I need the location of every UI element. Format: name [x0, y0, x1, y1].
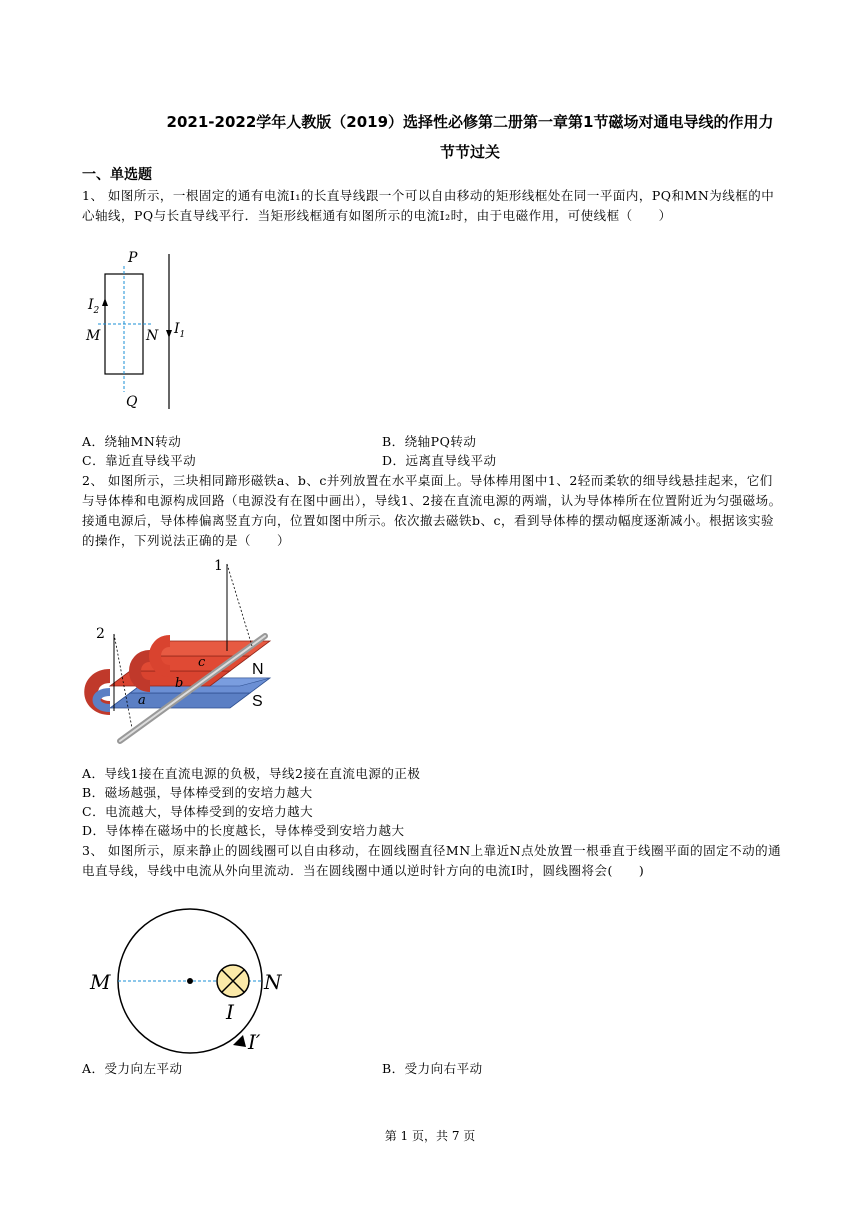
- q1-option-b: B．绕轴PQ转动: [382, 434, 477, 449]
- label-q: Q: [126, 394, 138, 410]
- label-a: a: [138, 693, 146, 708]
- label-n: N: [252, 661, 264, 678]
- wire-1: [227, 564, 252, 646]
- label-p: P: [128, 250, 138, 266]
- center-dot: [187, 978, 193, 984]
- label-wire-2: 2: [96, 626, 105, 642]
- page-footer: 第 1 页，共 7 页: [384, 1129, 476, 1143]
- label-n: N: [146, 328, 159, 344]
- question-3-text: 3、 如图所示，原来静止的圆线圈可以自由移动，在圆线圈直径MN上靠近N点处放置一根垂直于线圈平面的固定不动的通电直导线，导线中电流从外向里流动．当在圆线圈中通以逆时针方向的电流I时，圆线圈将会( ): [82, 843, 782, 878]
- label-i2: $I_2$: [88, 297, 100, 316]
- q1-option-a: A．绕轴MN转动: [82, 434, 182, 449]
- question-1-text: 1、 如图所示，一根固定的通有电流I₁的长直导线跟一个可以自由移动的矩形线框处在同一平面内，PQ和MN为线框的中心轴线，PQ与长直导线平行．当矩形线框通有如图所示的电流I₂时，由于电磁作用，可使线框（ ）: [82, 188, 775, 223]
- label-wire-1: 1: [214, 558, 223, 574]
- document-title: 2021-2022学年人教版（2019）选择性必修第二册第一章第1节磁场对通电导线的作用力: [166, 113, 774, 131]
- q2-option-b: B．磁场越强，导体棒受到的安培力越大: [82, 785, 313, 800]
- label-m: M: [90, 970, 111, 994]
- q1-option-d: D．远离直导线平动: [382, 453, 497, 468]
- i1-arrow: [166, 330, 172, 338]
- section-heading: 一、单选题: [82, 167, 152, 183]
- q3-option-a: A．受力向左平动: [82, 1061, 183, 1076]
- q2-option-d: D．导体棒在磁场中的长度越长，导体棒受到安培力越大: [82, 823, 405, 838]
- i2-arrow: [102, 298, 108, 306]
- q2-figure: [80, 556, 280, 756]
- label-s: S: [252, 693, 263, 710]
- q2-option-c: C．电流越大，导体棒受到的安培力越大: [82, 804, 314, 819]
- question-2-text: 2、 如图所示，三块相同蹄形磁铁a、b、c并列放置在水平桌面上。导体棒用图中1、2轻而柔软的细导线悬挂起来，它们与导体棒和电源构成回路（电源没有在图中画出），导线1、2接在直流电源的两端，认为导体棒所在位置附近为匀强磁场。接通电源后，导体棒偏离竖直方向，位置如图中所示。依次撤去磁铁b、c，看到导体棒的摆动幅度逐渐减小。根据该实验的操作，下列说法正确的是（ ）: [82, 473, 782, 548]
- label-b: b: [175, 676, 184, 691]
- q3-option-b: B．受力向右平动: [382, 1061, 483, 1076]
- q1-figure: [80, 244, 200, 414]
- q2-option-a: A．导线1接在直流电源的负极，导线2接在直流电源的正极: [82, 766, 421, 781]
- label-c: c: [198, 655, 206, 670]
- q1-option-c: C．靠近直导线平动: [82, 453, 197, 468]
- label-i-prime: I′: [248, 1030, 261, 1054]
- label-i1: $I_1$: [174, 321, 186, 340]
- label-m: M: [86, 328, 101, 344]
- q3-figure: [88, 905, 298, 1055]
- label-i: I: [226, 1000, 234, 1024]
- document-subtitle: 节节过关: [439, 143, 500, 161]
- label-n: N: [264, 970, 282, 994]
